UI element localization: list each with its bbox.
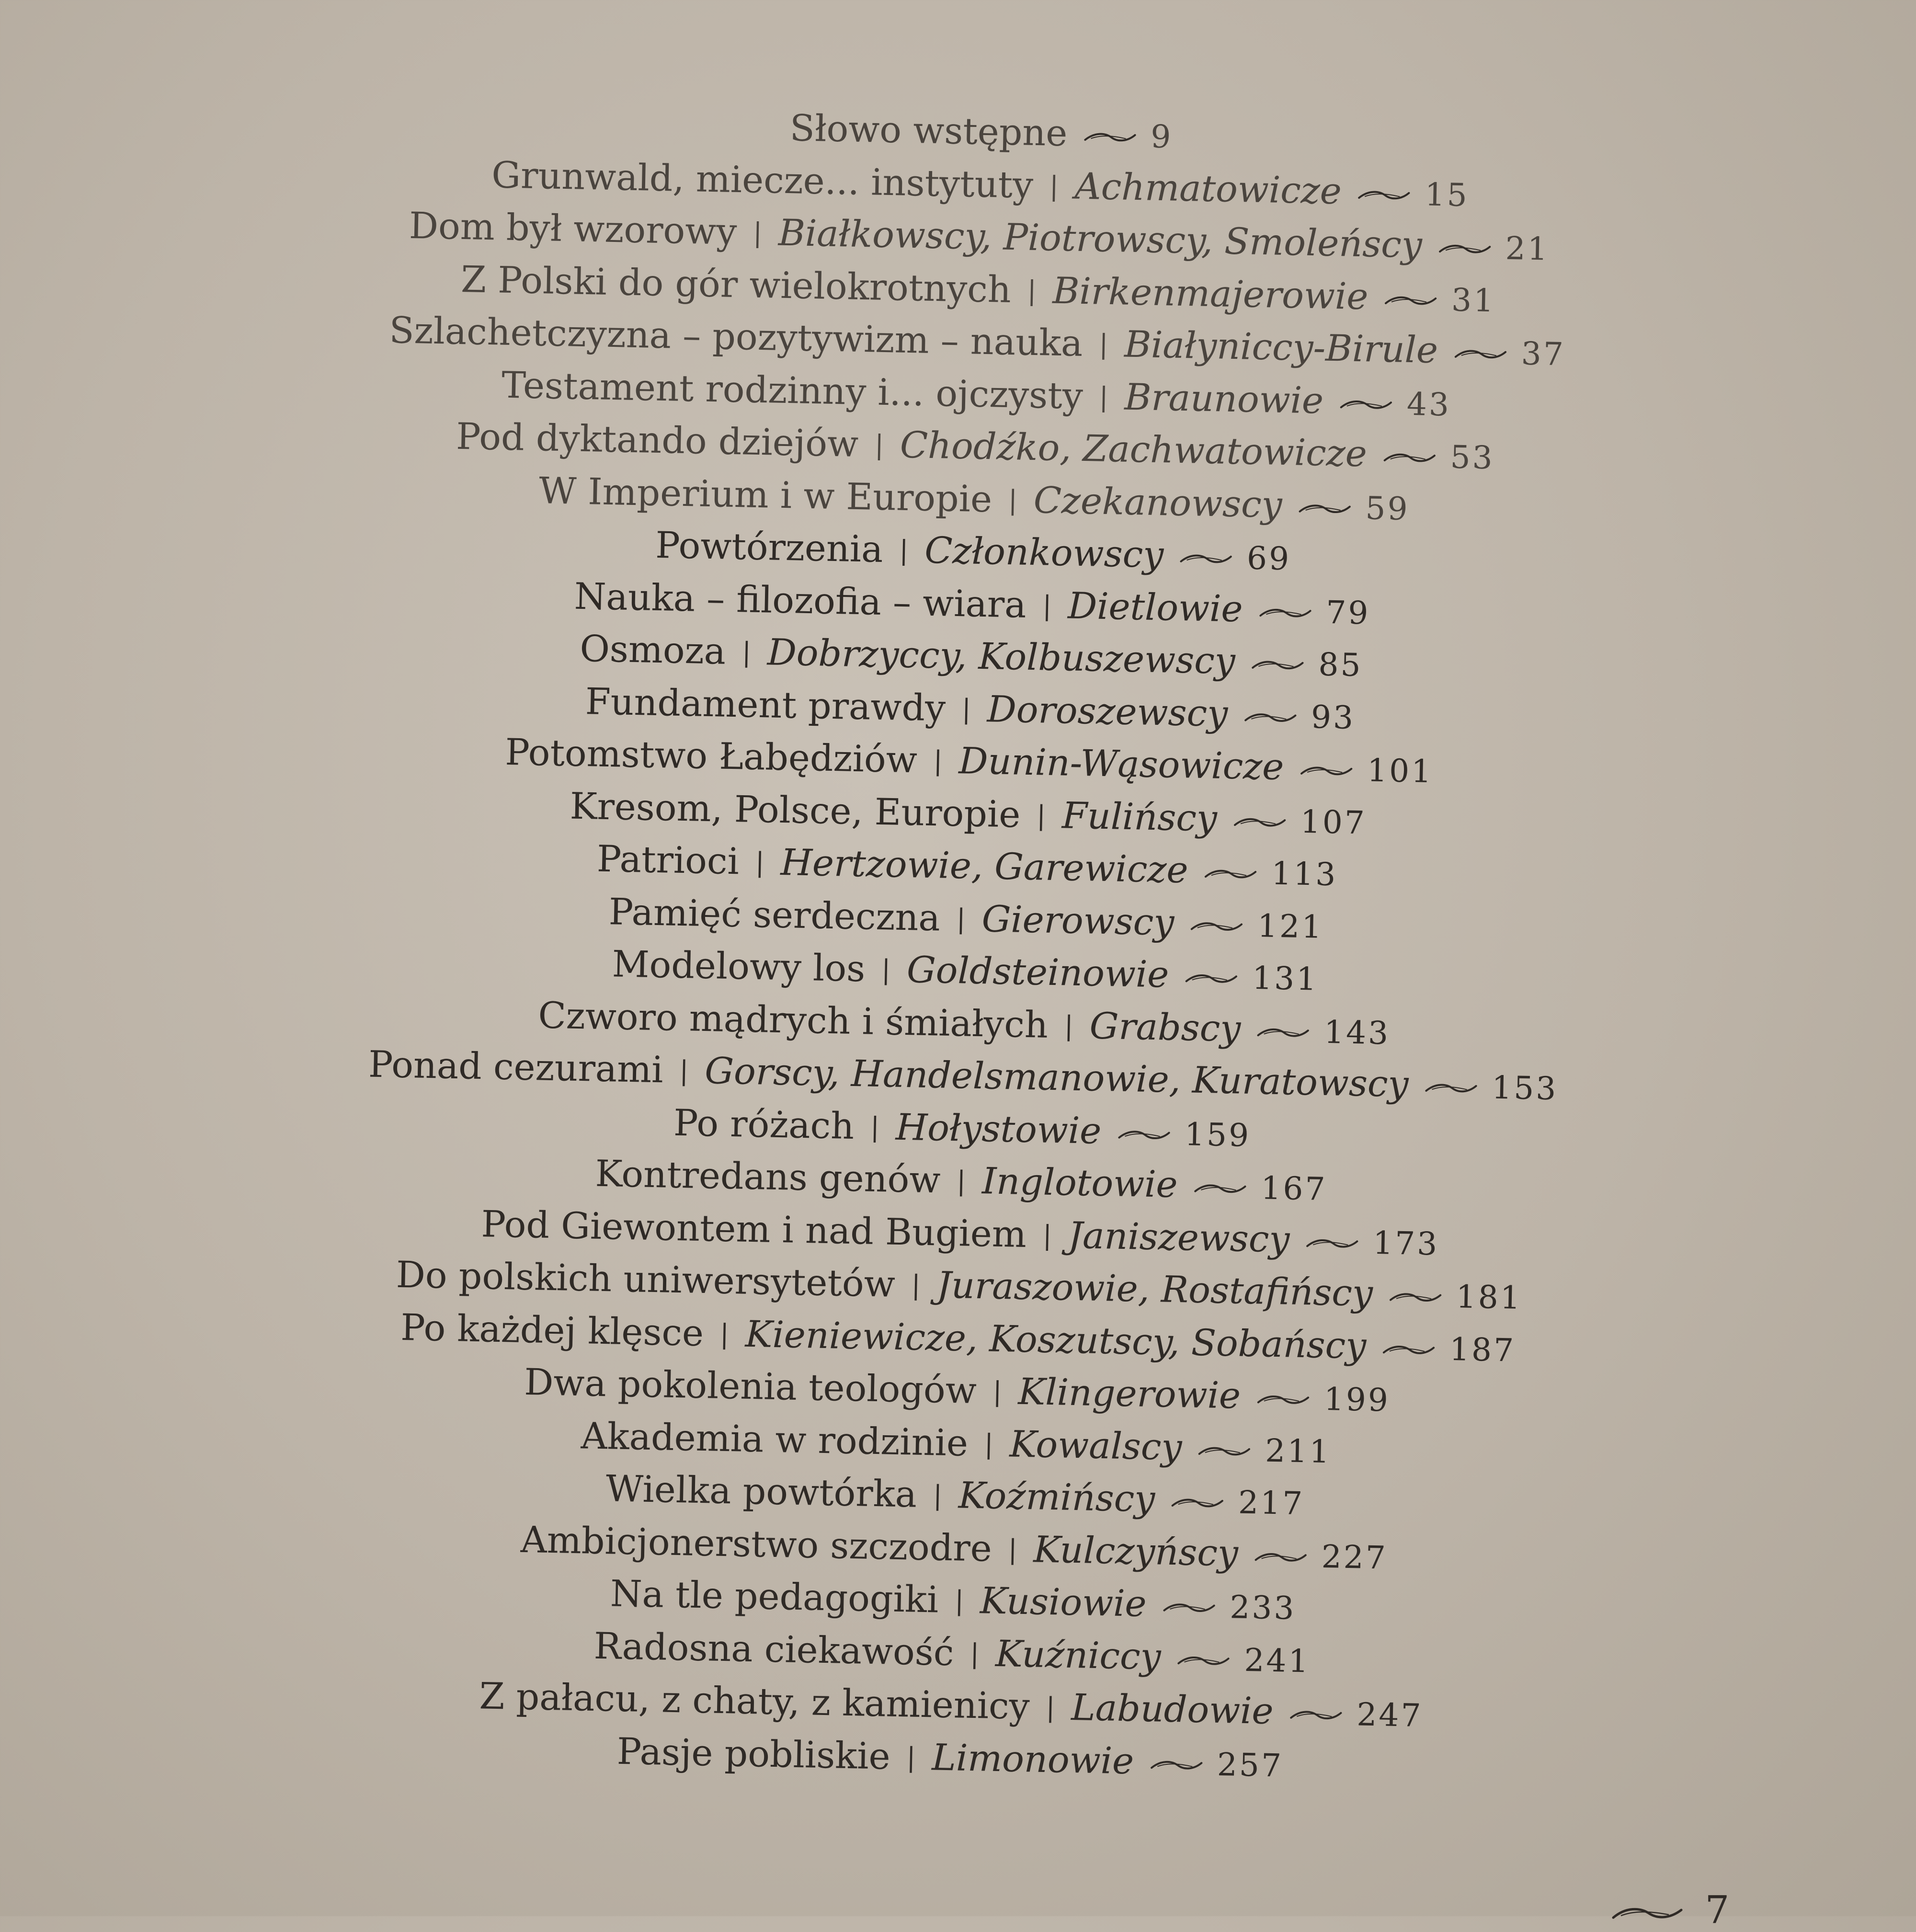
swash-ornament-icon bbox=[1171, 1495, 1224, 1510]
title-family-separator: | bbox=[954, 1585, 964, 1617]
title-family-separator: | bbox=[1042, 1220, 1052, 1251]
title-family-separator: | bbox=[1064, 1010, 1074, 1042]
swash-ornament-icon bbox=[1454, 346, 1507, 362]
page-number: 153 bbox=[1491, 1069, 1559, 1108]
title-family-separator: | bbox=[956, 1166, 966, 1197]
family-name: Grabscy bbox=[1089, 1004, 1242, 1050]
chapter-title: Kontredans genów bbox=[594, 1152, 941, 1201]
chapter-title: Po każdej klęsce bbox=[400, 1305, 704, 1354]
chapter-title: Po różach bbox=[673, 1101, 855, 1147]
family-name: Dobrzyccy, Kolbuszewscy bbox=[767, 630, 1236, 683]
family-name: Labudowie bbox=[1071, 1685, 1274, 1733]
title-family-separator: | bbox=[881, 954, 891, 986]
family-name: Klingerowie bbox=[1017, 1370, 1241, 1417]
chapter-title: Testament rodzinny i... ojczysty bbox=[501, 363, 1083, 417]
title-family-separator: | bbox=[933, 1480, 943, 1511]
page-number: 21 bbox=[1505, 229, 1550, 268]
table-of-contents bbox=[207, 91, 1724, 1798]
page-number: 37 bbox=[1521, 335, 1566, 373]
page-number: 181 bbox=[1456, 1278, 1523, 1316]
family-name: Gorscy, Handelsmanowie, Kuratowscy bbox=[704, 1049, 1409, 1106]
family-name: Goldsteinowie bbox=[906, 948, 1170, 996]
chapter-title: Ponad cezurami bbox=[368, 1042, 664, 1091]
chapter-title: Dom był wzorowy bbox=[409, 204, 738, 253]
title-family-separator: | bbox=[1008, 1533, 1018, 1566]
swash-ornament-icon bbox=[1382, 1342, 1436, 1357]
page-number: 101 bbox=[1367, 752, 1434, 790]
swash-ornament-icon bbox=[1289, 1707, 1343, 1723]
family-name: Kusiowie bbox=[980, 1579, 1147, 1625]
title-family-separator: | bbox=[679, 1055, 689, 1087]
chapter-title: Pod Giewontem i nad Bugiem bbox=[480, 1202, 1027, 1256]
family-name: Kulczyńscy bbox=[1033, 1527, 1239, 1575]
chapter-title: Słowo wstępne bbox=[789, 106, 1068, 155]
family-name: Dietlowie bbox=[1067, 583, 1243, 630]
chapter-title: Radosna ciekawość bbox=[593, 1624, 955, 1674]
title-family-separator: | bbox=[911, 1269, 921, 1301]
title-family-separator: | bbox=[1008, 484, 1018, 516]
title-family-separator: | bbox=[956, 903, 966, 935]
chapter-title: Pamięć serdeczna bbox=[608, 890, 941, 939]
title-family-separator: | bbox=[1027, 275, 1037, 307]
swash-ornament-icon bbox=[1383, 450, 1436, 465]
family-name: Członkowscy bbox=[924, 528, 1164, 576]
page-number: 211 bbox=[1265, 1432, 1332, 1470]
chapter-title: Pod dyktando dziejów bbox=[456, 414, 859, 465]
swash-ornament-icon bbox=[1204, 866, 1257, 881]
page-folio bbox=[1595, 1887, 1729, 1932]
chapter-title: Szlachetczyzna – pozytywizm – nauka bbox=[388, 309, 1083, 365]
page-number: 257 bbox=[1217, 1746, 1284, 1784]
family-name: Białyniccy-Birule bbox=[1124, 322, 1438, 372]
chapter-title: Nauka – filozofia – wiara bbox=[574, 574, 1027, 626]
family-name: Fulińscy bbox=[1061, 793, 1218, 839]
swash-ornament-icon bbox=[1259, 605, 1312, 620]
family-name: Hertzowie, Garewicze bbox=[780, 840, 1189, 892]
swash-ornament-icon bbox=[1180, 551, 1233, 566]
title-family-separator: | bbox=[1042, 590, 1052, 622]
family-name: Chodźko, Zachwatowicze bbox=[900, 423, 1368, 475]
title-family-separator: | bbox=[1098, 329, 1108, 360]
chapter-title: Modelowy los bbox=[611, 942, 866, 990]
page-number: 15 bbox=[1424, 176, 1470, 214]
chapter-title: Akademia w rodzinie bbox=[581, 1414, 969, 1464]
title-family-separator: | bbox=[1049, 171, 1059, 202]
page-number: 131 bbox=[1252, 959, 1319, 998]
chapter-title: Ambicjonerstwo szczodre bbox=[520, 1518, 992, 1570]
swash-ornament-icon bbox=[1244, 709, 1297, 725]
chapter-title: Na tle pedagogiki bbox=[610, 1572, 939, 1621]
family-name: Kieniewicze, Koszutscy, Sobańscy bbox=[745, 1312, 1367, 1367]
swash-ornament-icon bbox=[1298, 501, 1351, 516]
page-number: 9 bbox=[1150, 118, 1174, 156]
family-name: Gierowscy bbox=[981, 897, 1175, 944]
swash-ornament-icon bbox=[1254, 1549, 1307, 1565]
chapter-title: Z Polski do gór wielokrotnych bbox=[460, 257, 1012, 311]
swash-ornament-icon bbox=[1194, 1181, 1247, 1196]
chapter-title: Patrioci bbox=[596, 837, 740, 883]
family-name: Braunowie bbox=[1124, 375, 1324, 422]
chapter-title: Fundament prawdy bbox=[585, 679, 946, 730]
title-family-separator: | bbox=[755, 846, 765, 879]
family-name: Limonowie bbox=[931, 1735, 1134, 1782]
page-number: 79 bbox=[1325, 594, 1371, 632]
title-family-separator: | bbox=[870, 1111, 880, 1143]
swash-ornament-icon bbox=[1257, 1025, 1310, 1040]
title-family-separator: | bbox=[1036, 800, 1046, 832]
page-number: 247 bbox=[1356, 1696, 1424, 1735]
chapter-title: Dwa pokolenia teologów bbox=[524, 1360, 977, 1412]
page-number: 217 bbox=[1238, 1484, 1305, 1522]
swash-ornament-icon bbox=[1163, 1600, 1216, 1615]
title-family-separator: | bbox=[961, 693, 971, 725]
family-name: Juraszowie, Rostafińscy bbox=[936, 1263, 1373, 1315]
chapter-title: Powtórzenia bbox=[655, 523, 884, 571]
chapter-title: Kresom, Polsce, Europie bbox=[569, 784, 1021, 836]
chapter-title: Grunwald, miecze... instytuty bbox=[491, 153, 1034, 206]
page-number: 53 bbox=[1449, 438, 1495, 477]
family-name: Janiszewscy bbox=[1067, 1213, 1290, 1261]
chapter-title: Osmoza bbox=[579, 627, 726, 673]
chapter-title: Potomstwo Łabędziów bbox=[504, 730, 918, 781]
title-family-separator: | bbox=[874, 429, 884, 461]
swash-ornament-icon bbox=[1083, 129, 1137, 145]
swash-ornament-icon bbox=[1177, 1653, 1230, 1668]
page-number: 85 bbox=[1318, 646, 1363, 684]
chapter-title: W Imperium i w Europie bbox=[538, 469, 992, 520]
family-name: Achmatowicze bbox=[1074, 164, 1342, 212]
swash-ornament-icon bbox=[1357, 187, 1411, 202]
family-name: Koźmińscy bbox=[958, 1474, 1156, 1520]
swash-ornament-icon bbox=[1425, 1080, 1478, 1096]
title-family-separator: | bbox=[741, 637, 752, 668]
page-number: 59 bbox=[1365, 489, 1410, 527]
chapter-title: Czworo mądrych i śmiałych bbox=[537, 993, 1049, 1046]
chapter-title: Pasje pobliskie bbox=[616, 1729, 891, 1778]
page-number: 69 bbox=[1246, 539, 1291, 578]
page-number: 233 bbox=[1229, 1589, 1297, 1627]
swash-ornament-icon bbox=[1611, 1903, 1683, 1922]
swash-ornament-icon bbox=[1300, 763, 1353, 778]
swash-ornament-icon bbox=[1389, 1290, 1442, 1305]
family-name: Inglotowie bbox=[981, 1159, 1178, 1206]
page-number: 173 bbox=[1372, 1224, 1439, 1263]
title-family-separator: | bbox=[933, 745, 943, 777]
swash-ornament-icon bbox=[1438, 241, 1491, 256]
swash-ornament-icon bbox=[1190, 918, 1243, 934]
title-family-separator: | bbox=[1045, 1692, 1056, 1724]
title-family-separator: | bbox=[906, 1741, 916, 1773]
family-name: Czekanowscy bbox=[1033, 478, 1283, 526]
page-number: 113 bbox=[1271, 855, 1338, 893]
swash-ornament-icon bbox=[1251, 657, 1304, 673]
chapter-title: Do polskich uniwersytetów bbox=[396, 1253, 896, 1305]
chapter-title: Wielka powtórka bbox=[605, 1467, 917, 1516]
family-name: Dunin-Wąsowicze bbox=[958, 739, 1285, 789]
swash-ornament-icon bbox=[1198, 1443, 1251, 1458]
page-number: 199 bbox=[1323, 1380, 1391, 1419]
page-number: 93 bbox=[1311, 698, 1356, 736]
page-number: 43 bbox=[1406, 385, 1451, 423]
swash-ornament-icon bbox=[1233, 814, 1286, 830]
title-family-separator: | bbox=[1099, 381, 1109, 413]
title-family-separator: | bbox=[719, 1318, 730, 1350]
swash-ornament-icon bbox=[1306, 1235, 1359, 1251]
page-number: 143 bbox=[1323, 1013, 1391, 1052]
title-family-separator: | bbox=[969, 1638, 980, 1669]
title-family-separator: | bbox=[753, 217, 763, 249]
family-name: Kowalscy bbox=[1009, 1422, 1183, 1468]
family-name: Kuźniccy bbox=[995, 1632, 1162, 1678]
chapter-title: Z pałacu, z chaty, z kamienicy bbox=[479, 1674, 1030, 1728]
swash-ornament-icon bbox=[1150, 1757, 1203, 1772]
family-name: Doroszewscy bbox=[987, 687, 1229, 735]
page-number: 167 bbox=[1260, 1169, 1328, 1208]
page-number: 159 bbox=[1184, 1115, 1251, 1154]
swash-ornament-icon bbox=[1118, 1127, 1171, 1142]
page-number: 227 bbox=[1321, 1538, 1388, 1577]
page-number: 107 bbox=[1300, 803, 1367, 841]
page-number: 187 bbox=[1449, 1330, 1516, 1369]
swash-ornament-icon bbox=[1384, 292, 1437, 308]
family-name: Birkenmajerowie bbox=[1052, 269, 1369, 318]
title-family-separator: | bbox=[984, 1428, 994, 1460]
family-name: Hołystowie bbox=[895, 1105, 1102, 1152]
page-number: 241 bbox=[1243, 1641, 1311, 1680]
page-number: 31 bbox=[1451, 281, 1496, 319]
swash-ornament-icon bbox=[1185, 971, 1238, 986]
title-family-separator: | bbox=[992, 1376, 1003, 1408]
swash-ornament-icon bbox=[1257, 1392, 1310, 1407]
title-family-separator: | bbox=[899, 535, 909, 566]
family-name: Białkowscy, Piotrowscy, Smoleńscy bbox=[778, 211, 1423, 266]
swash-ornament-icon bbox=[1340, 397, 1393, 412]
folio-number: 7 bbox=[1705, 1887, 1730, 1932]
page-number: 121 bbox=[1257, 907, 1324, 946]
